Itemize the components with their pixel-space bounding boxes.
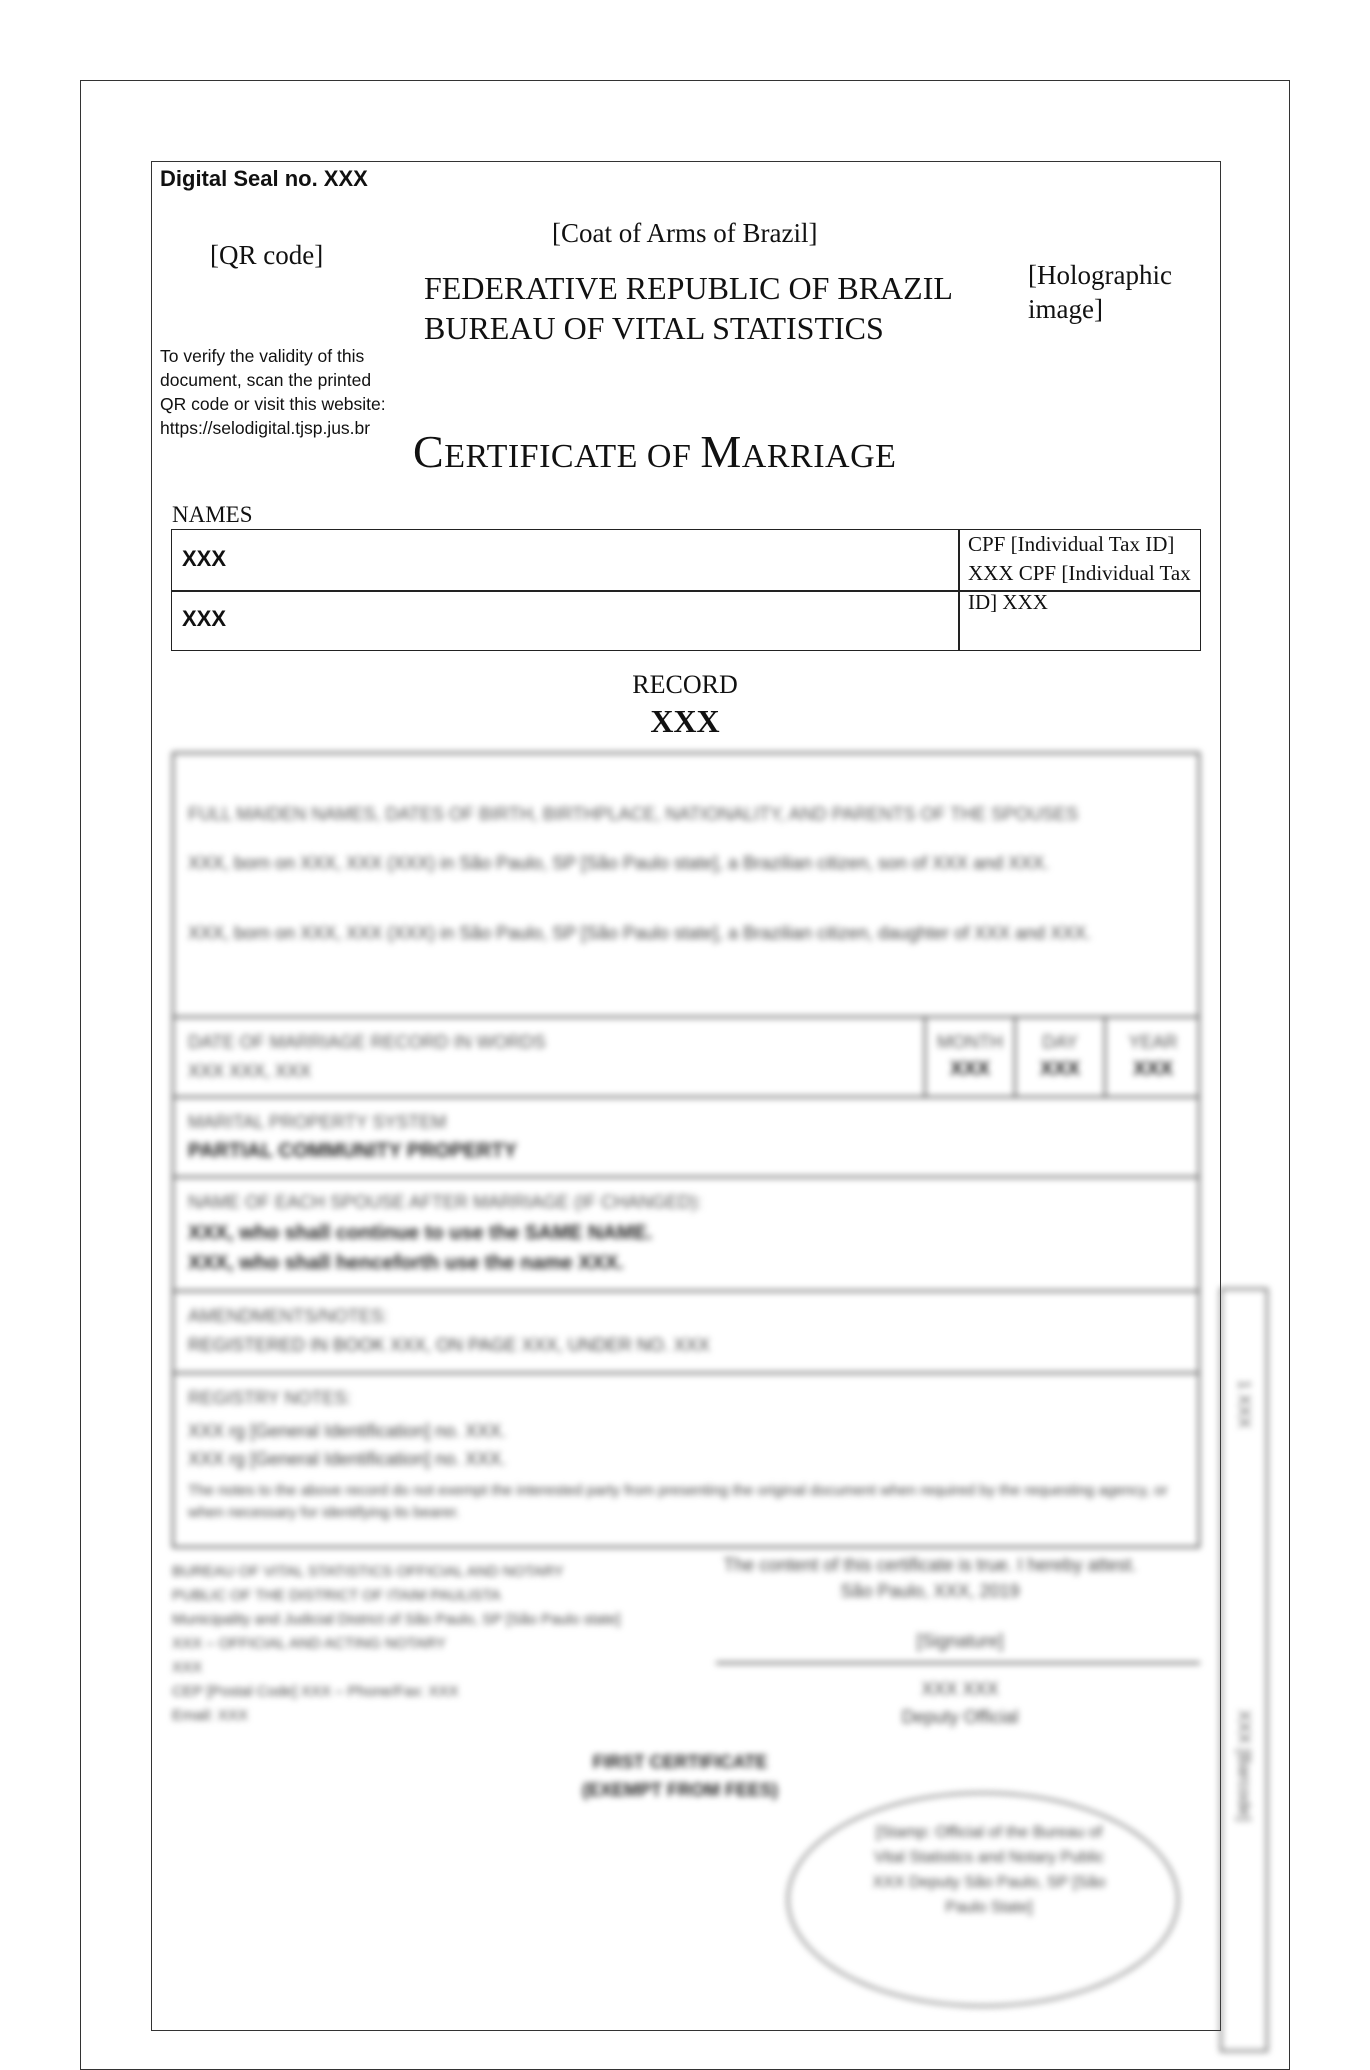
office-line: XXX [172,1659,203,1676]
record-number: XXX [650,703,720,739]
first-certificate-line-1: FIRST CERTIFICATE [592,1752,768,1772]
digital-seal-label: Digital Seal no. XXX [160,166,368,191]
registry-notes-label: REGISTRY NOTES: [188,1388,352,1408]
amendments-value: REGISTERED IN BOOK XXX, ON PAGE XXX, UNDER NO. XXX [188,1335,710,1355]
bureau-name: BUREAU OF VITAL STATISTICS [424,310,884,346]
month-value: XXX [949,1058,991,1080]
property-system-box [172,1096,1200,1178]
side-strip-barcode: XXX [Barcode] [1235,1710,1254,1822]
marriage-date-box [172,1016,1200,1098]
country-name: FEDERATIVE REPUBLIC OF BRAZIL [424,270,953,306]
year-label: YEAR [1128,1032,1178,1052]
title-part: M [700,426,742,477]
year-value: XXX [1132,1058,1174,1080]
column-divider [924,1018,926,1096]
official-stamp [787,1792,1179,2007]
marriage-date-value: XXX XXX, XXX [188,1061,312,1081]
marriage-date-label: DATE OF MARRIAGE RECORD IN WORDS [188,1032,546,1052]
qr-code-placeholder: [QR code] [210,240,324,270]
side-strip-number: 1 XXX [1235,1380,1254,1429]
column-divider [1104,1018,1106,1096]
spouse-2-name: XXX [182,606,227,631]
registry-note-1: XXX rg [General Identification] no. XXX. [188,1421,507,1441]
spouse-1-name: XXX [182,546,227,571]
month-label: MONTH [937,1032,1003,1052]
property-system-label: MARITAL PROPERTY SYSTEM [188,1112,447,1132]
registry-note-2: XXX rg [General Identification] no. XXX. [188,1449,507,1469]
office-line: Email: XXX [172,1707,248,1724]
signer-name: XXX XXX [921,1679,999,1699]
verification-text: To verify the validity of this document, scan the printed QR code or visit this website: https://selodigital.tjsp.jus.br [160,346,386,438]
record-label: RECORD [632,670,738,699]
names-label: NAMES [172,502,253,527]
title-part: C [413,426,445,477]
stamp-text: [Stamp: Official of the Bureau of Vital Statistics and Notary Public XXX Deputy São Paulo, SP [São Paulo State] [872,1824,1106,1916]
names-after-marriage-box [172,1176,1200,1292]
office-line: Municipality and Judicial District of São Paulo, SP [São Paulo state] [172,1611,621,1628]
side-strip [1220,1288,1268,2052]
names-after-label: NAME OF EACH SPOUSE AFTER MARRIAGE (IF CHANGED): [188,1192,703,1212]
title-part: ARRIAGE [741,438,897,475]
office-line: BUREAU OF VITAL STATISTICS OFFICIAL AND NOTARY [172,1563,564,1580]
spouse-2-details: XXX, born on XXX, XXX (XXX) in São Paulo, SP [São Paulo state], a Brazilian citizen, daughter of XXX and XXX. [188,923,1092,943]
amendments-label: AMENDMENTS/NOTES: [188,1306,389,1326]
first-certificate-line-2: (EXEMPT FROM FEES) [581,1780,778,1800]
names-table [171,529,1201,651]
signer-role: Deputy Official [901,1707,1019,1727]
spouse-1-details: XXX, born on XXX, XXX (XXX) in São Paulo, SP [São Paulo state], a Brazilian citizen, son of XXX and XXX. [188,853,1050,873]
names-after-1: XXX, who shall continue to use the SAME NAME. [188,1222,653,1244]
office-line: XXX – OFFICIAL AND ACTING NOTARY [172,1635,446,1652]
registry-disclaimer: The notes to the above record do not exempt the interested party from presenting the original document when required by the requesting agency, or when necessary for identifying its bearer. [188,1482,1168,1521]
signature-placeholder: [Signature] [916,1631,1004,1651]
office-line: CEP [Postal Code] XXX – Phone/Fax: XXX [172,1683,459,1700]
day-label: DAY [1042,1032,1078,1052]
holographic-image-placeholder: [Holographic image] [1028,260,1172,324]
blurred-section [0,740,1370,2052]
document-title [413,425,896,478]
title-part: ERTIFICATE OF [444,438,701,475]
signature-line [716,1662,1200,1664]
amendments-box [172,1290,1200,1374]
spouses-details-label: FULL MAIDEN NAMES, DATES OF BIRTH, BIRTHPLACE, NATIONALITY, AND PARENTS OF THE SPOUSES [188,804,1079,824]
property-system-value: PARTIAL COMMUNITY PROPERTY [188,1140,517,1162]
day-value: XXX [1039,1058,1081,1080]
cpf-numbers: CPF [Individual Tax ID] XXX CPF [Individual Tax ID] XXX [968,532,1191,614]
coat-of-arms-placeholder: [Coat of Arms of Brazil] [552,218,818,248]
attestation: The content of this certificate is true. I hereby attest. São Paulo, XXX, 2019 [723,1555,1137,1601]
office-info [172,1560,732,1728]
column-divider [1014,1018,1016,1096]
issuer-heading [424,268,953,348]
office-line: PUBLIC OF THE DISTRICT OF ITAIM PAULISTA [172,1587,501,1604]
names-after-2: XXX, who shall henceforth use the name XXX. [188,1252,624,1274]
registry-notes-box [172,1372,1200,1548]
spouses-details-box [172,752,1200,1018]
